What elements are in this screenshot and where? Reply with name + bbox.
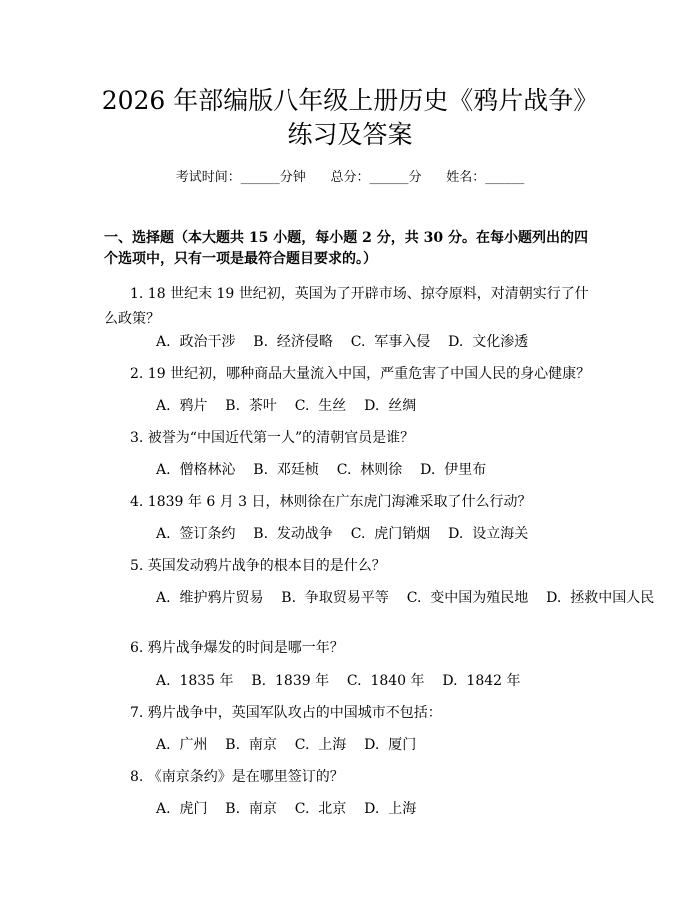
question-3-options [104, 458, 600, 483]
section-heading-multiple-choice: 一、选择题（本大题共 15 小题，每小题 2 分，共 30 分。在每小题列出的四个选项中，只有一项是最符合题目要求的。） [104, 230, 588, 267]
option-a: A. 鸦片 [156, 398, 208, 414]
option-c: C. 军事入侵 [350, 334, 431, 350]
question-8-stem: 8. 《南京条约》是在哪里签订的？ [130, 769, 344, 785]
option-c: C. 北京 [294, 801, 347, 817]
option-a: A. 签订条约 [156, 526, 236, 542]
question-1-options [104, 330, 600, 355]
question-6-stem: 6. 鸦片战争爆发的时间是哪一年？ [130, 640, 344, 656]
document-title-line-2: 练习及答案 [287, 120, 413, 149]
question-5-options [104, 586, 655, 611]
option-b: B. 1839 年 [251, 673, 330, 689]
option-d: D. 厦门 [364, 737, 417, 753]
option-b: B. 南京 [225, 737, 277, 753]
question-8-options [104, 797, 600, 822]
option-d: D. 拯救中国人民 [546, 590, 655, 606]
option-b: B. 发动战争 [253, 526, 333, 542]
exam-info-line: 考试时间：______分钟 总分：______分 姓名：______ [175, 170, 525, 185]
question-3-stem: 3. 被誉为“中国近代第一人”的清朝官员是谁？ [130, 430, 415, 446]
question-2-stem: 2. 19 世纪初，哪种商品大量流入中国，严重危害了中国人民的身心健康？ [130, 366, 591, 382]
option-d: D. 丝绸 [364, 398, 417, 414]
document-title-line-1: 2026 年部编版八年级上册历史《鸦片战争》 [101, 86, 599, 115]
option-a: A. 虎门 [156, 801, 208, 817]
question-7-stem: 7. 鸦片战争中，英国军队攻占的中国城市不包括： [130, 705, 442, 721]
option-c: C. 变中国为殖民地 [406, 590, 529, 606]
option-c: C. 生丝 [294, 398, 347, 414]
option-b: B. 南京 [225, 801, 277, 817]
option-b: B. 经济侵略 [253, 334, 333, 350]
option-c: C. 上海 [294, 737, 347, 753]
option-a: A. 1835 年 [156, 673, 234, 689]
question-4-options [104, 522, 600, 547]
option-c: C. 林则徐 [336, 462, 403, 478]
option-d: D. 设立海关 [448, 526, 529, 542]
option-a: A. 维护鸦片贸易 [156, 590, 264, 606]
option-b: B. 茶叶 [225, 398, 277, 414]
option-c: C. 虎门销烟 [350, 526, 431, 542]
option-d: D. 1842 年 [442, 673, 521, 689]
option-c: C. 1840 年 [346, 673, 425, 689]
option-d: D. 文化渗透 [448, 334, 529, 350]
option-b: B. 邓廷桢 [253, 462, 319, 478]
option-d: D. 伊里布 [420, 462, 487, 478]
question-4-stem: 4. 1839 年 6 月 3 日，林则徐在广东虎门海滩采取了什么行动？ [130, 494, 532, 510]
option-a: A. 僧格林沁 [156, 462, 236, 478]
question-7-options [104, 733, 600, 758]
question-5-stem: 5. 英国发动鸦片战争的根本目的是什么？ [130, 558, 386, 574]
option-a: A. 政治干涉 [156, 334, 236, 350]
question-6-options [104, 669, 600, 694]
option-a: A. 广州 [156, 737, 208, 753]
question-2-options [104, 394, 600, 419]
question-1-stem: 1. 18 世纪末 19 世纪初，英国为了开辟市场、掠夺原料，对清朝实行了什么政策？ [104, 286, 589, 327]
option-b: B. 争取贸易平等 [281, 590, 389, 606]
option-d: D. 上海 [364, 801, 417, 817]
